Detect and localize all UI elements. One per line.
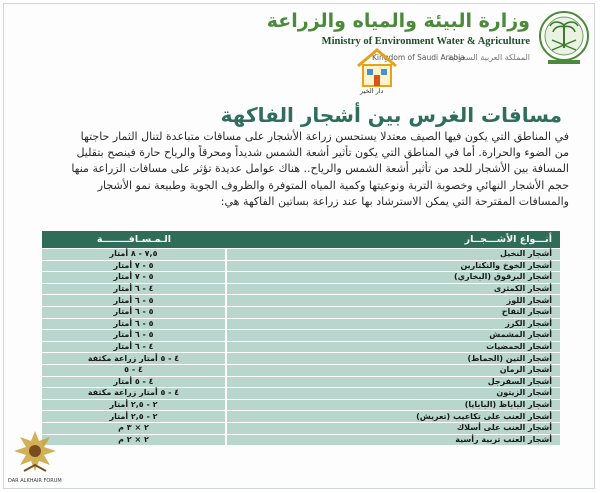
- table-row: [42, 283, 560, 295]
- paragraph-line: والمسافات المقترحة التي يمكن الاسترشاد بها عند زراعة بساتين الفاكهة هي:: [220, 194, 569, 208]
- table-row: [42, 295, 560, 307]
- tree-distance: ٤ - ٦ أمتار: [42, 283, 226, 295]
- table-row: [42, 318, 560, 330]
- tree-name: أشجار المشمش: [226, 330, 560, 342]
- tree-name: أشجار الحمضيات: [226, 341, 560, 353]
- table-row: [42, 260, 560, 272]
- table-row: [42, 376, 560, 388]
- tree-name: أشجار الخوخ والنكتارين: [226, 260, 560, 272]
- tree-distance: ٢ × ٣ م: [42, 422, 226, 434]
- table-row: [42, 249, 560, 261]
- table-row: [42, 434, 560, 445]
- paragraph-line: في المناطق التي يكون فيها الصيف معتدلا يستحسن زراعة الأشجار على مسافات متباعدة لتنال الثمار حاجتها: [80, 130, 569, 143]
- tree-name: أشجار الباباظ (البابايا): [226, 399, 560, 411]
- tree-name: أشجار اللوز: [226, 295, 560, 307]
- house-logo-caption: دار الخير: [360, 87, 384, 95]
- tree-distance: ٥ - ٦ أمتار: [42, 318, 226, 330]
- tree-distance: ٥ - ٦ أمتار: [42, 330, 226, 342]
- tree-distance: ٤ - ٦ أمتار: [42, 341, 226, 353]
- table-row: [42, 272, 560, 284]
- tree-distance: ٤ - ٥ أمتار زراعة مكثفة: [42, 388, 226, 400]
- ministry-name-arabic: وزارة البيئة والمياه والزراعة: [266, 10, 530, 32]
- tree-name: أشجار العنب على أسلاك: [226, 422, 560, 434]
- ministry-name-english: Ministry of Environment Water & Agriculture: [321, 36, 530, 47]
- ministry-emblem-icon: [538, 8, 590, 68]
- paragraph-line: من الضوء والحرارة. أما في المناطق التي يكون تأثير أشعة الشمس شديداً ومحرقاً والرياح حارة فينصح بتقليل: [76, 146, 569, 160]
- table-header-row: [42, 231, 560, 249]
- tree-name: أشجار التين (الحماط): [226, 353, 560, 365]
- tree-name: أشجار السفرجل: [226, 376, 560, 388]
- tree-name: أشجار الرمان: [226, 364, 560, 376]
- table-row: [42, 399, 560, 411]
- planting-distance-table: [42, 231, 560, 445]
- tree-distance: ٥ - ٧ أمتار: [42, 272, 226, 284]
- table-row: [42, 353, 560, 365]
- kingdom-name-english: Kingdom of Saudi Arabia: [372, 53, 465, 62]
- tree-distance: ٢ - ٢,٥ أمتار: [42, 411, 226, 423]
- tree-distance: ٢ × ٢ م: [42, 434, 226, 445]
- tree-name: أشجار العنب تربية رأسية: [226, 434, 560, 445]
- tree-distance: ٥ - ٦ أمتار: [42, 306, 226, 318]
- forum-watermark-text: DAR ALKHAIR FORUM: [8, 478, 62, 484]
- header-tree-types: أنـــواع الأشـــجــار: [226, 231, 560, 249]
- tree-name: أشجار العنب على تكاعيب (تعريش): [226, 411, 560, 423]
- paragraph-line: حجم الأشجار النهائي وخصوبة التربة ونوعيتها وكمية المياه المتوفرة والظروف الجوية وطبيعة نمو الأشجار: [97, 178, 569, 192]
- tree-name: أشجار الكمثرى: [226, 283, 560, 295]
- tree-distance: ٥ - ٦ أمتار: [42, 295, 226, 307]
- table-row: [42, 411, 560, 423]
- paragraph-line: المسافة بين الأشجار للحد من تأثير أشعة الشمس والرياح.. هناك عوامل عديدة تؤثر على مسافات الزراعة منها: [71, 162, 569, 176]
- tree-name: أشجار الكرز: [226, 318, 560, 330]
- table-row: [42, 422, 560, 434]
- page-title: مسافات الغرس بين أشجار الفاكهة: [220, 103, 562, 127]
- tree-distance: ٥ - ٧ أمتار: [42, 260, 226, 272]
- intro-paragraph: [28, 129, 569, 210]
- tree-distance: ٤ - ٥: [42, 364, 226, 376]
- tree-name: أشجار الزيتون: [226, 388, 560, 400]
- table-row: [42, 388, 560, 400]
- header-distance: الـمـسـافــــــــة: [42, 231, 226, 249]
- tree-distance: ٤ - ٥ أمتار زراعة مكثفة: [42, 353, 226, 365]
- tree-name: أشجار النخيل: [226, 249, 560, 261]
- tree-distance: ٢ - ٢,٥ أمتار: [42, 399, 226, 411]
- table-row: [42, 341, 560, 353]
- table-row: [42, 364, 560, 376]
- tree-distance: ٧,٥ - ٨ أمتار: [42, 249, 226, 261]
- tree-distance: ٤ - ٥ أمتار: [42, 376, 226, 388]
- table-row: [42, 306, 560, 318]
- tree-name: أشجار البرقوق (البخاري): [226, 272, 560, 284]
- tree-name: أشجار التفاح: [226, 306, 560, 318]
- table-row: [42, 330, 560, 342]
- kingdom-name-arabic: المملكة العربية السعودية: [447, 53, 530, 62]
